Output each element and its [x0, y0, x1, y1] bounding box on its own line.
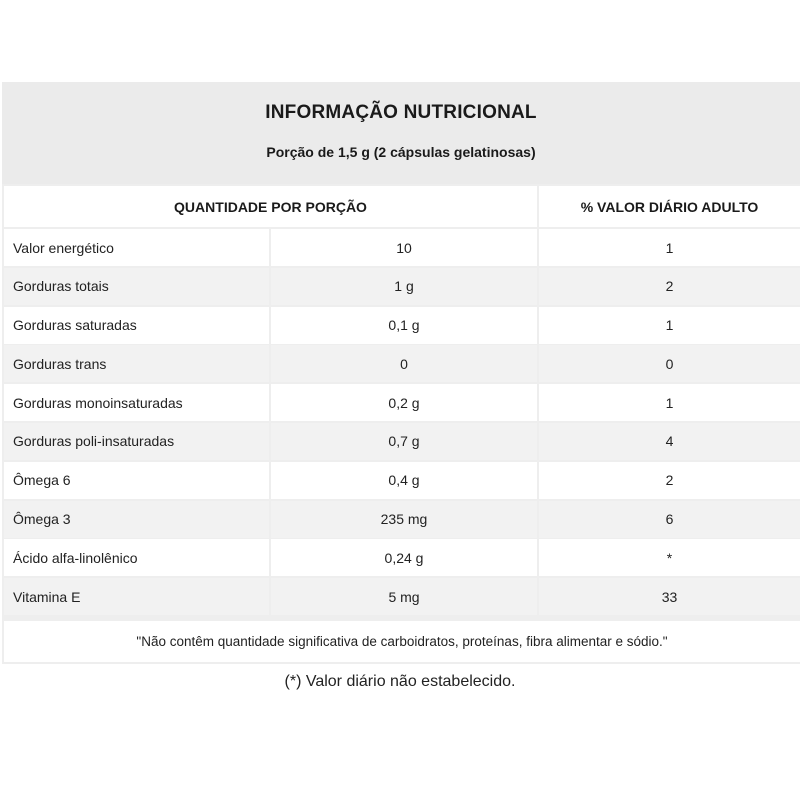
nutrient-quantity: 0 [271, 345, 537, 382]
nutrient-daily-value: 33 [539, 578, 800, 615]
nutrient-daily-value: 2 [539, 268, 800, 305]
nutrient-quantity: 5 mg [271, 578, 537, 615]
nutrient-name: Gorduras monoinsaturadas [4, 384, 269, 421]
nutrient-name: Gorduras saturadas [4, 307, 269, 344]
nutrient-quantity: 1 g [271, 268, 537, 305]
nutrient-quantity: 0,2 g [271, 384, 537, 421]
column-header-daily-value: % VALOR DIÁRIO ADULTO [539, 186, 800, 227]
nutrient-daily-value: 4 [539, 423, 800, 460]
nutrient-daily-value: 1 [539, 384, 800, 421]
table-title: INFORMAÇÃO NUTRICIONAL [265, 102, 537, 123]
nutrient-daily-value: * [539, 539, 800, 576]
nutrient-quantity: 235 mg [271, 501, 537, 538]
nutrient-daily-value: 0 [539, 345, 800, 382]
table-row [2, 268, 800, 307]
nutrient-quantity: 0,24 g [271, 539, 537, 576]
table-row [2, 345, 800, 384]
daily-value-note: (*) Valor diário não estabelecido. [284, 673, 516, 690]
table-row [2, 307, 800, 346]
nutrient-name: Gorduras trans [4, 345, 269, 382]
table-row [2, 578, 800, 617]
table-row [2, 384, 800, 423]
table-body [2, 229, 800, 617]
table-row [2, 462, 800, 501]
nutrient-name: Ômega 6 [4, 462, 269, 499]
nutrient-daily-value: 1 [539, 307, 800, 344]
nutrient-name: Gorduras poli-insaturadas [4, 423, 269, 460]
table-footnote: "Não contêm quantidade significativa de carboidratos, proteínas, fibra alimentar e sódio." [4, 621, 800, 662]
nutrient-daily-value: 1 [539, 229, 800, 266]
nutrient-name: Valor energético [4, 229, 269, 266]
nutrient-name: Gorduras totais [4, 268, 269, 305]
nutrient-name: Vitamina E [4, 578, 269, 615]
column-header-quantity: QUANTIDADE POR PORÇÃO [4, 186, 537, 227]
table-row [2, 539, 800, 578]
nutrient-name: Ácido alfa-linolênico [4, 539, 269, 576]
nutrient-daily-value: 2 [539, 462, 800, 499]
nutrient-daily-value: 6 [539, 501, 800, 538]
nutrient-name: Ômega 3 [4, 501, 269, 538]
nutrient-quantity: 0,7 g [271, 423, 537, 460]
serving-size: Porção de 1,5 g (2 cápsulas gelatinosas) [266, 144, 536, 160]
nutrient-quantity: 10 [271, 229, 537, 266]
table-header [2, 82, 800, 184]
table-row [2, 501, 800, 540]
nutrient-quantity: 0,4 g [271, 462, 537, 499]
nutrient-quantity: 0,1 g [271, 307, 537, 344]
table-row [2, 423, 800, 462]
table-row [2, 229, 800, 268]
nutrition-table [2, 82, 800, 664]
